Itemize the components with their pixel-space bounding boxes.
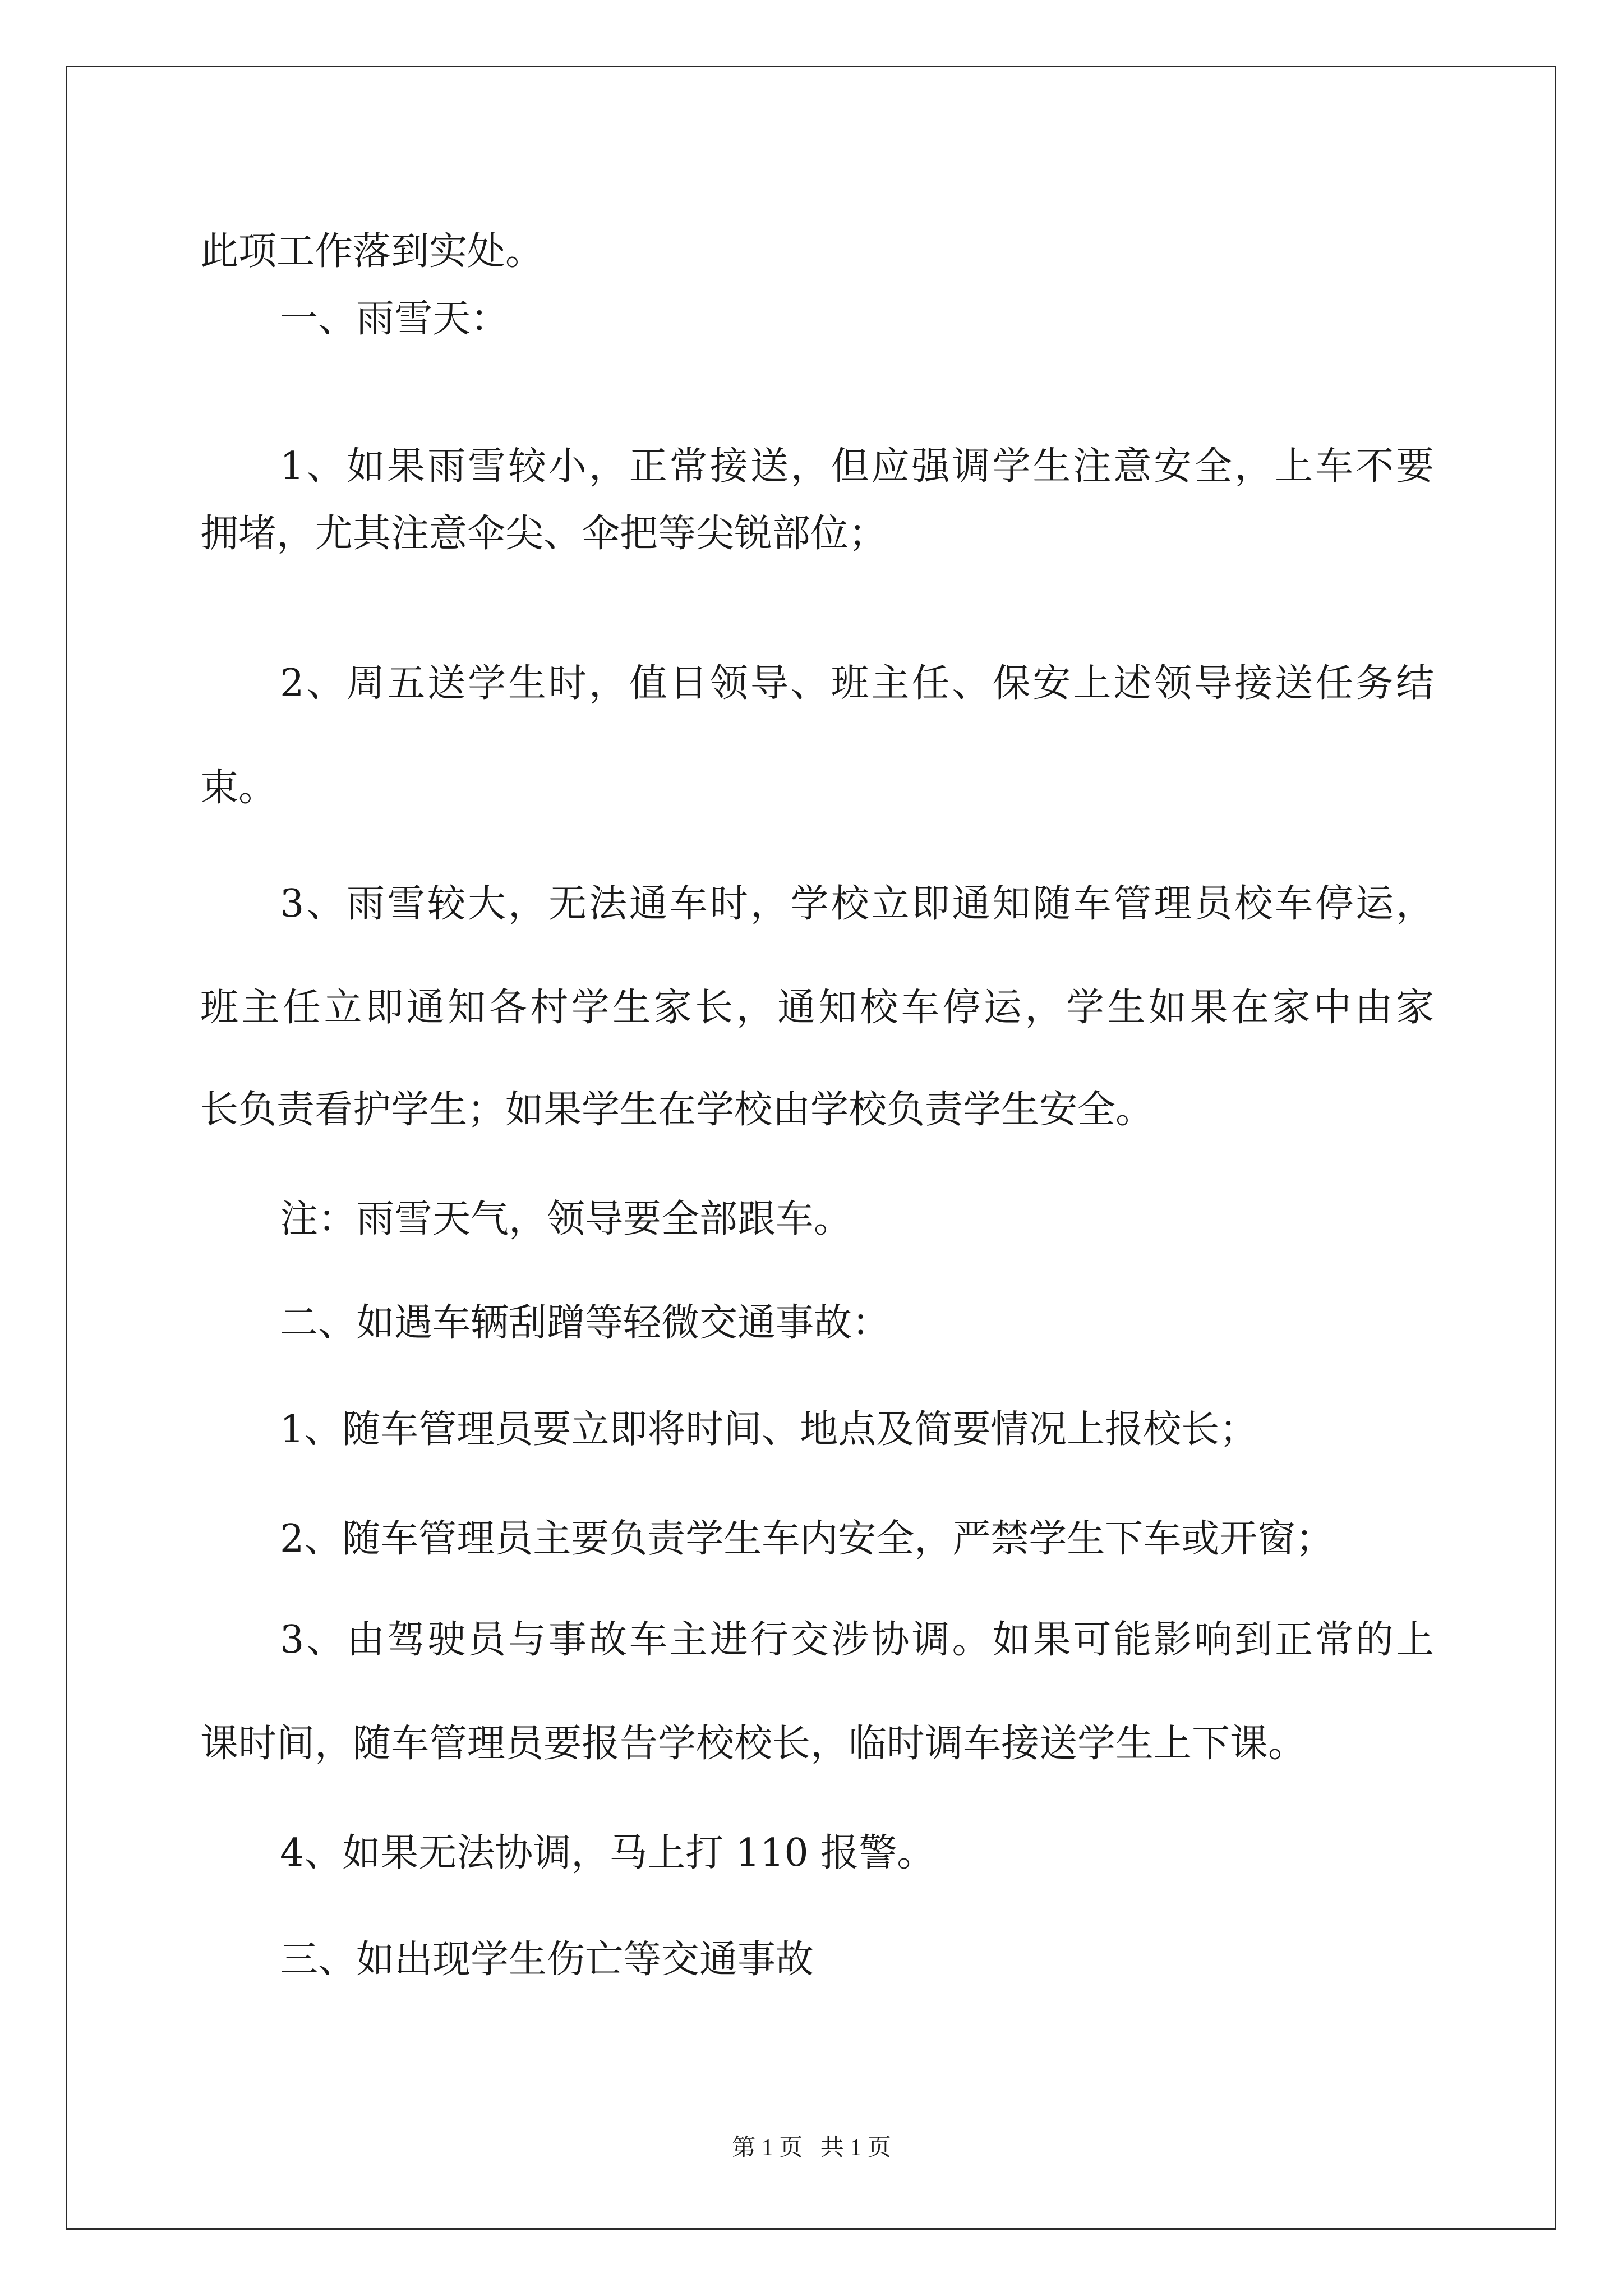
page-footer: 第 1 页 共 1 页 <box>732 2135 891 2161</box>
text-line: 此项工作落到实处。 <box>200 229 544 274</box>
text-line: 拥堵，尤其注意伞尖、伞把等尖锐部位； <box>200 512 887 556</box>
text-line: 课时间，随车管理员要报告学校校长，临时调车接送学生上下课。 <box>200 1722 1307 1766</box>
text-line: 束。 <box>200 766 277 810</box>
text-line: 2、随车管理员主要负责学生车内安全，严禁学生下车或开窗； <box>280 1517 1334 1561</box>
text-line: 长负责看护学生；如果学生在学校由学校负责学生安全。 <box>200 1088 1154 1132</box>
text-line: 3、由驾驶员与事故车主进行交涉协调。如果可能影响到正常的上 <box>280 1618 1434 1662</box>
text-line: 1、随车管理员要立即将时间、地点及简要情况上报校长； <box>280 1407 1258 1452</box>
text-line: 4、如果无法协调，马上打 110 报警。 <box>280 1831 935 1875</box>
text-line: 1、如果雨雪较小，正常接送，但应强调学生注意安全，上车不要 <box>280 444 1434 489</box>
page-border <box>66 66 1556 2230</box>
section-heading: 二、如遇车辆刮蹭等轻微交通事故： <box>280 1301 891 1345</box>
text-line: 2、周五送学生时，值日领导、班主任、保安上述领导接送任务结 <box>280 661 1434 706</box>
section-heading: 一、雨雪天： <box>280 297 509 341</box>
text-line: 3、雨雪较大，无法通车时，学校立即通知随车管理员校车停运， <box>280 882 1434 926</box>
section-heading: 三、如出现学生伤亡等交通事故 <box>280 1938 814 1982</box>
text-line: 班主任立即通知各村学生家长，通知校车停运，学生如果在家中由家 <box>200 986 1434 1030</box>
note-line: 注：雨雪天气，领导要全部跟车。 <box>280 1197 852 1241</box>
